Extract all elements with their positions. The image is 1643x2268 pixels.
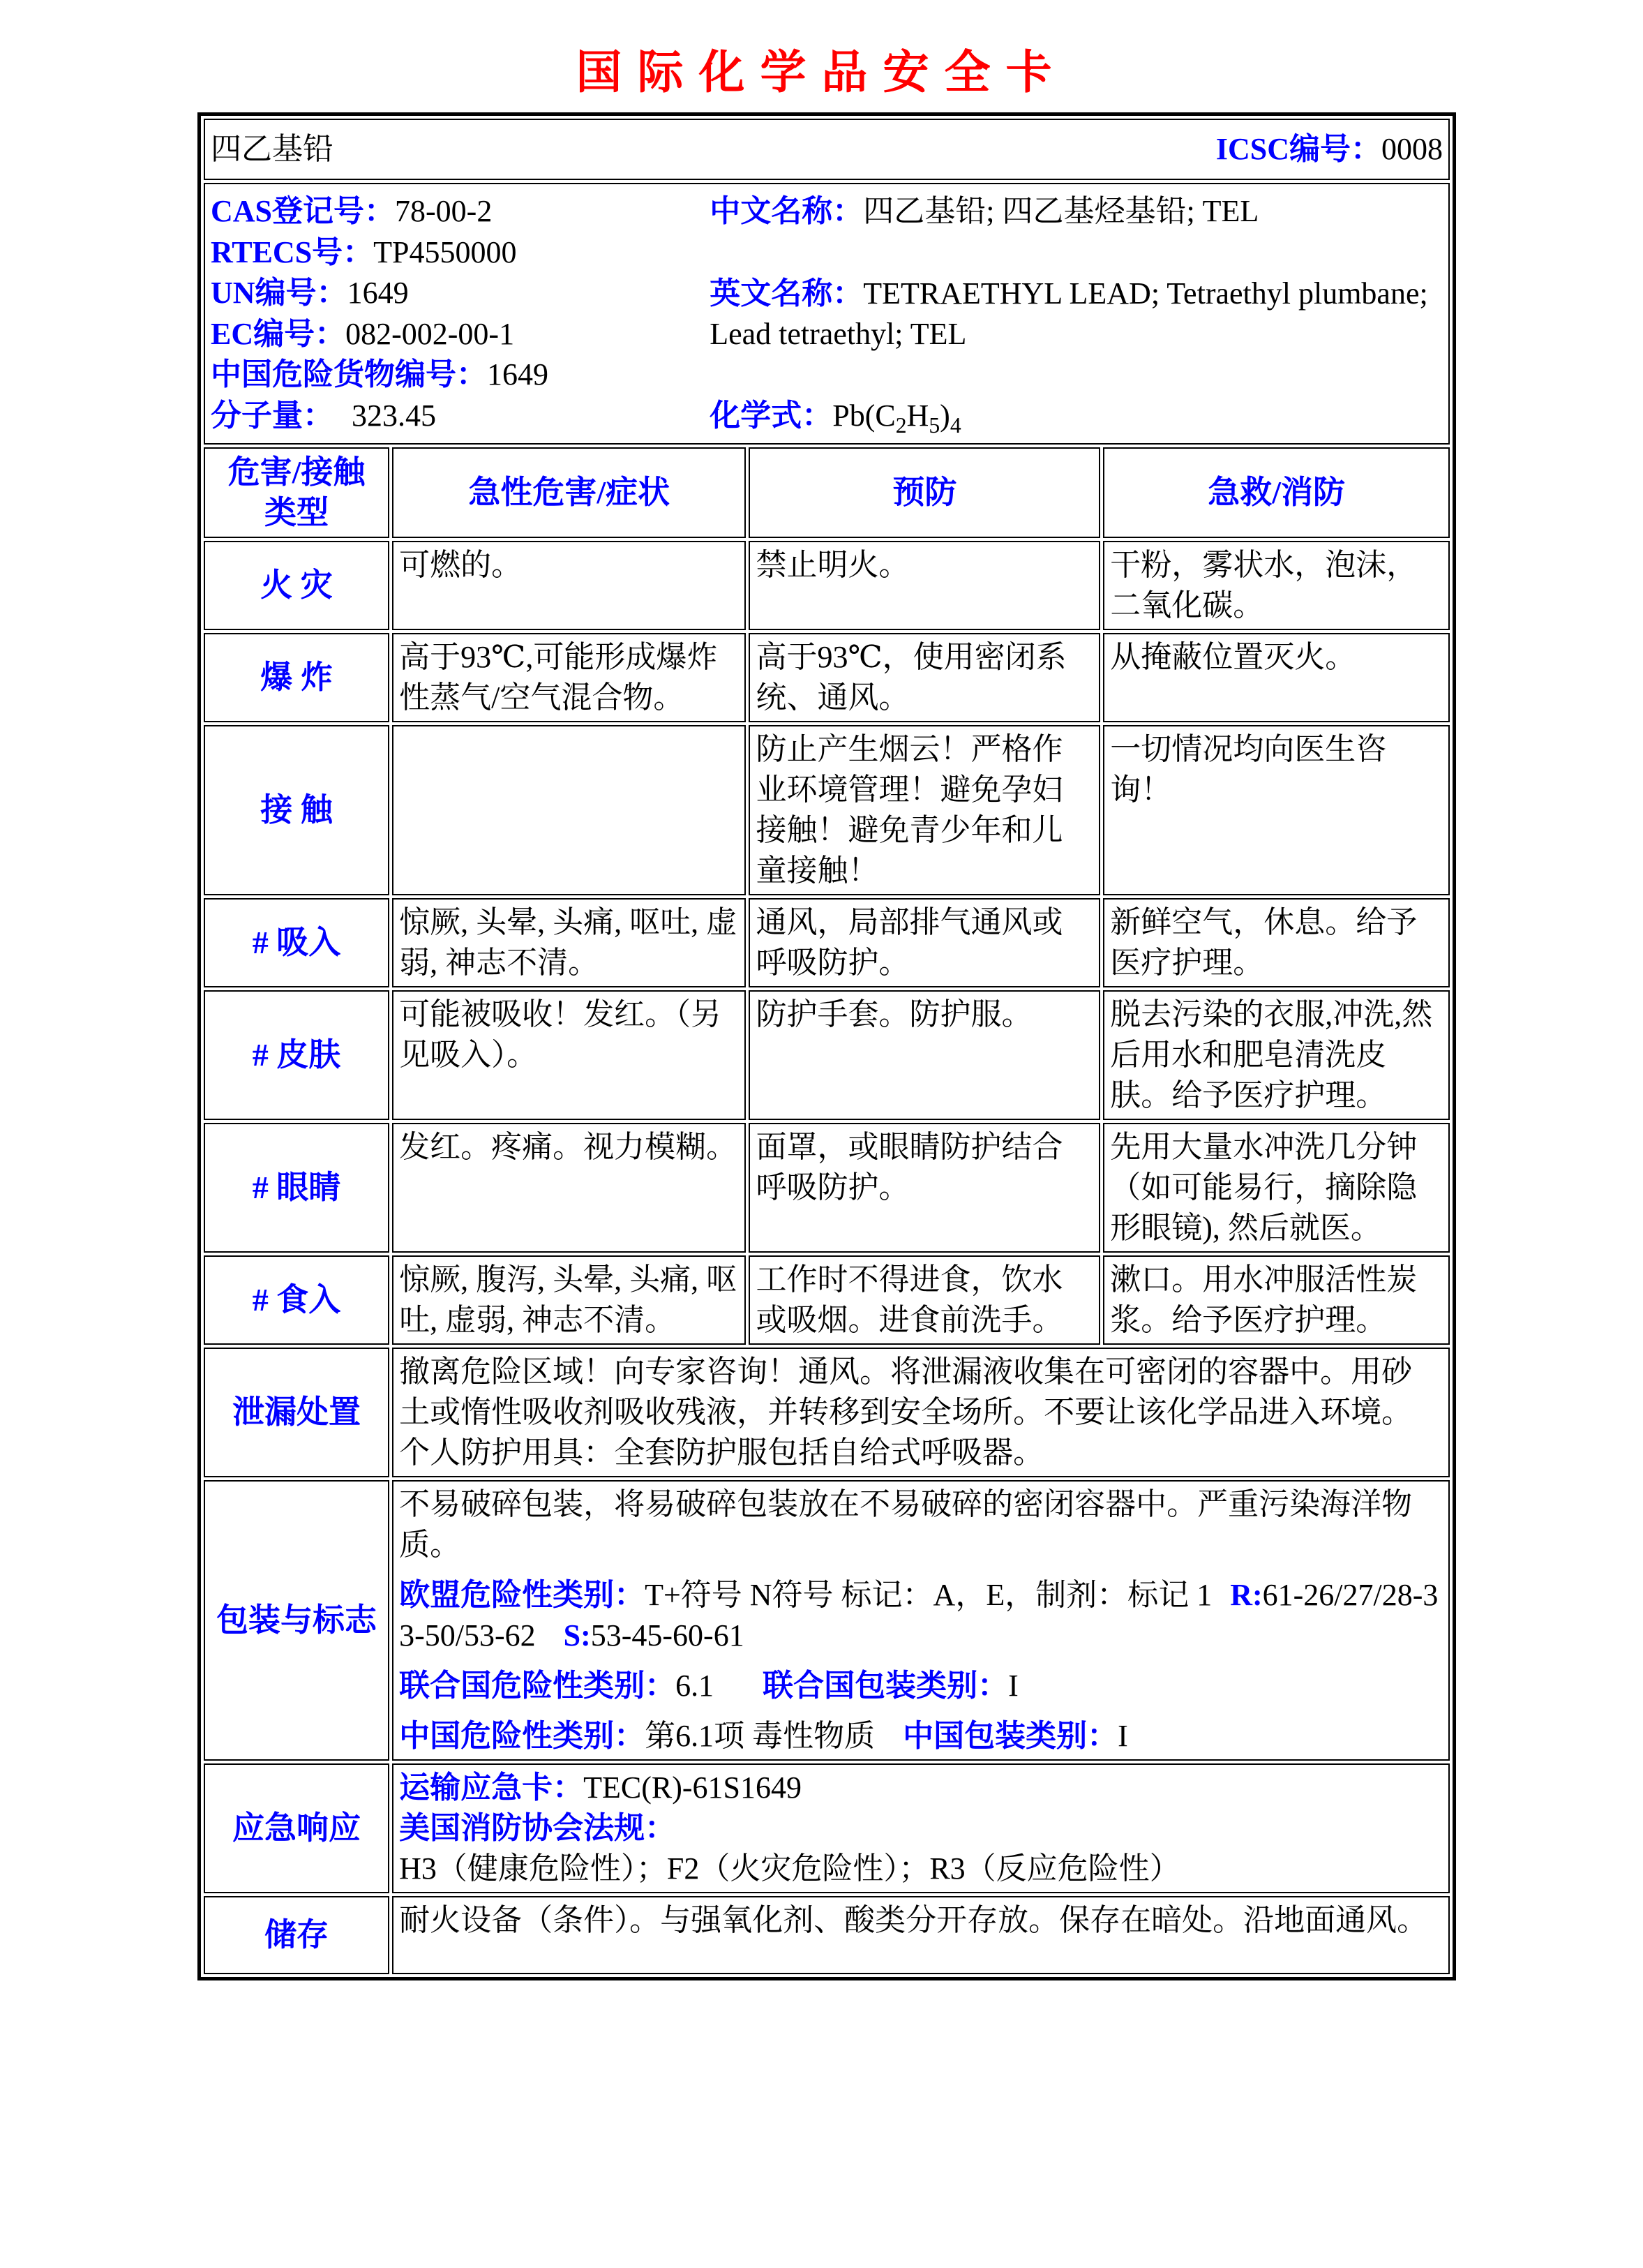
s-phrases-value: 53-45-60-61	[590, 1618, 744, 1652]
ingestion-symptoms: 惊厥, 腹泻, 头晕, 头痛, 呕吐, 虚弱, 神志不清。	[392, 1255, 746, 1345]
cn-pack-label: 中国包装类别：	[903, 1719, 1118, 1753]
tec-label: 运输应急卡：	[399, 1770, 584, 1805]
cn-class-value: 第6.1项 毒性物质	[645, 1719, 876, 1753]
un-class-value: 6.1	[675, 1669, 714, 1703]
english-name-label: 英文名称：	[710, 276, 864, 311]
molecular-weight-line	[211, 396, 710, 436]
hazard-header-prevention: 预防	[749, 447, 1100, 538]
english-name-value: TETRAETHYL LEAD; Tetraethyl plumbane; Lead tetraethyl; TEL	[710, 276, 1428, 351]
fire-symptoms: 可燃的。	[392, 541, 746, 630]
substance-name: 四乙基铅	[211, 132, 333, 166]
s-phrases-label: S:	[563, 1618, 591, 1652]
hazard-row-eyes	[204, 1123, 1450, 1253]
exposure-firstaid: 一切情况均向医生咨询！	[1103, 725, 1450, 895]
rtecs-number-value: TP4550000	[373, 234, 517, 269]
formula-label: 化学式：	[710, 398, 833, 433]
r-phrases-value: 61-26/27/28-33-50/53-62	[399, 1578, 1439, 1652]
packaging-un-line	[399, 1666, 1443, 1706]
inhalation-firstaid: 新鲜空气，休息。给予医疗护理。	[1103, 898, 1450, 987]
fire-label: 火 灾	[204, 541, 389, 630]
cas-number-value: 78-00-2	[395, 194, 493, 228]
emergency-row	[204, 1763, 1450, 1893]
icsc-number	[1216, 129, 1443, 170]
cas-number-line	[211, 191, 710, 232]
hazard-header-type-line2: 类型	[264, 495, 329, 530]
un-number-line	[211, 273, 710, 313]
tec-value: TEC(R)-61S1649	[583, 1770, 802, 1805]
hazard-header-type-line1: 危害/接触	[227, 454, 366, 490]
packaging-eu-line	[399, 1575, 1443, 1656]
china-dg-number-line	[211, 355, 710, 395]
icsc-number-value: 0008	[1381, 132, 1443, 166]
molecular-weight-value: 323.45	[352, 398, 436, 433]
ec-number-line	[211, 314, 710, 355]
eu-class-label: 欧盟危险性类别：	[399, 1578, 645, 1612]
page-title: 国际化学品安全卡	[576, 47, 1067, 98]
substance-header-cell	[204, 119, 1450, 180]
inhalation-label: # 吸入	[204, 898, 389, 987]
ec-number-label: EC编号：	[211, 316, 346, 351]
identifier-list	[211, 191, 710, 436]
eyes-label: # 眼睛	[204, 1123, 389, 1253]
emergency-label: 应急响应	[204, 1763, 389, 1893]
explosion-firstaid: 从掩蔽位置灭火。	[1103, 633, 1450, 722]
nfpa-value: H3（健康危险性）；F2（火灾危险性）；R3（反应危险性）	[399, 1851, 1180, 1886]
chinese-name-value: 四乙基铅; 四乙基烃基铅; TEL	[863, 194, 1259, 228]
eu-class-value: T+符号 N符号 标记：A，E，制剂：标记 1	[645, 1578, 1213, 1612]
cas-number-label: CAS登记号：	[211, 194, 396, 228]
icsc-number-label: ICSC编号：	[1215, 132, 1381, 166]
nfpa-line	[399, 1808, 1443, 1889]
formula-subscript: 2	[895, 412, 907, 438]
formula-value	[832, 398, 961, 438]
hazard-header-type	[204, 447, 389, 538]
eyes-firstaid: 先用大量水冲洗几分钟（如可能易行，摘除隐形眼镜), 然后就医。	[1103, 1123, 1450, 1253]
ingestion-label: # 食入	[204, 1255, 389, 1345]
skin-label: # 皮肤	[204, 990, 389, 1120]
nfpa-label: 美国消防协会法规：	[399, 1811, 676, 1845]
hazard-row-exposure	[204, 725, 1450, 895]
ingestion-firstaid: 漱口。用水冲服活性炭浆。给予医疗护理。	[1103, 1255, 1450, 1345]
tec-line	[399, 1768, 1443, 1808]
emergency-content	[392, 1763, 1450, 1893]
packaging-label: 包装与标志	[204, 1480, 389, 1761]
formula-part: Pb(C	[832, 398, 896, 433]
identifier-section-cell	[204, 183, 1450, 445]
exposure-symptoms	[392, 725, 746, 895]
inhalation-prevention: 通风，局部排气通风或呼吸防护。	[749, 898, 1100, 987]
un-number-label: UN编号：	[211, 276, 347, 311]
eyes-prevention: 面罩，或眼睛防护结合呼吸防护。	[749, 1123, 1100, 1253]
chinese-name-line	[710, 191, 1443, 232]
spill-label: 泄漏处置	[204, 1348, 389, 1477]
hazard-row-inhalation	[204, 898, 1450, 987]
cn-class-label: 中国危险性类别：	[399, 1719, 645, 1753]
packaging-cn-line	[399, 1716, 1443, 1756]
name-list	[710, 191, 1443, 436]
inhalation-symptoms: 惊厥, 头晕, 头痛, 呕吐, 虚弱, 神志不清。	[392, 898, 746, 987]
un-pack-value: I	[1008, 1669, 1019, 1703]
safety-card-table	[197, 112, 1456, 1980]
packaging-content	[392, 1480, 1450, 1761]
formula-subscript: 4	[950, 412, 961, 438]
hazard-row-explosion	[204, 633, 1450, 722]
formula-part: H	[906, 398, 929, 433]
hazard-header-symptoms: 急性危害/症状	[392, 447, 746, 538]
cn-pack-value: I	[1118, 1719, 1128, 1753]
fire-prevention: 禁止明火。	[749, 541, 1100, 630]
rtecs-number-line	[211, 232, 710, 273]
rtecs-number-label: RTECS号：	[211, 234, 374, 269]
chinese-name-label: 中文名称：	[710, 194, 864, 228]
skin-prevention: 防护手套。防护服。	[749, 990, 1100, 1120]
china-dg-number-label: 中国危险货物编号：	[211, 357, 487, 392]
substance-header-row	[204, 119, 1450, 180]
spill-row	[204, 1348, 1450, 1477]
explosion-label: 爆 炸	[204, 633, 389, 722]
storage-row	[204, 1896, 1450, 1974]
spill-text: 撤离危险区域！向专家咨询！通风。将泄漏液收集在可密闭的容器中。用砂土或惰性吸收剂吸收残液，并转移到安全场所。不要让该化学品进入环境。个人防护用具：全套防护服包括自给式呼吸器。	[392, 1348, 1450, 1477]
explosion-prevention: 高于93℃，使用密闭系统、通风。	[749, 633, 1100, 722]
hazard-row-skin	[204, 990, 1450, 1120]
fire-firstaid: 干粉，雾状水，泡沫，二氧化碳。	[1103, 541, 1450, 630]
un-number-value: 1649	[347, 276, 409, 311]
ingestion-prevention: 工作时不得进食，饮水或吸烟。进食前洗手。	[749, 1255, 1100, 1345]
skin-firstaid: 脱去污染的衣服,冲洗,然后用水和肥皂清洗皮肤。给予医疗护理。	[1103, 990, 1450, 1120]
formula-part: )	[940, 398, 950, 433]
exposure-prevention: 防止产生烟云！严格作业环境管理！避免孕妇接触！避免青少年和儿童接触！	[749, 725, 1100, 895]
explosion-symptoms: 高于93℃,可能形成爆炸性蒸气/空气混合物。	[392, 633, 746, 722]
eyes-symptoms: 发红。疼痛。视力模糊。	[392, 1123, 746, 1253]
exposure-label: 接 触	[204, 725, 389, 895]
ec-number-value: 082-002-00-1	[345, 316, 515, 351]
storage-label: 储存	[204, 1896, 389, 1974]
formula-line	[710, 396, 1443, 436]
skin-symptoms: 可能被吸收！发红。（另见吸入）。	[392, 990, 746, 1120]
china-dg-number-value: 1649	[487, 357, 548, 392]
packaging-intro: 不易破碎包装，将易破碎包装放在不易破碎的密闭容器中。严重污染海洋物质。	[399, 1487, 1413, 1562]
molecular-weight-label: 分子量：	[211, 398, 333, 433]
identifier-section-row	[204, 183, 1450, 445]
r-phrases-label: R:	[1230, 1578, 1263, 1612]
un-class-label: 联合国危险性类别：	[399, 1669, 676, 1703]
formula-subscript: 5	[929, 412, 940, 438]
hazard-row-ingestion	[204, 1255, 1450, 1345]
un-pack-label: 联合国包装类别：	[763, 1669, 1009, 1703]
hazard-header-firstaid: 急救/消防	[1103, 447, 1450, 538]
packaging-row	[204, 1480, 1450, 1761]
page	[0, 35, 1643, 2268]
english-name-line	[710, 274, 1443, 355]
hazard-header-row	[204, 447, 1450, 538]
hazard-row-fire	[204, 541, 1450, 630]
storage-text: 耐火设备（条件）。与强氧化剂、酸类分开存放。保存在暗处。沿地面通风。	[392, 1896, 1450, 1974]
